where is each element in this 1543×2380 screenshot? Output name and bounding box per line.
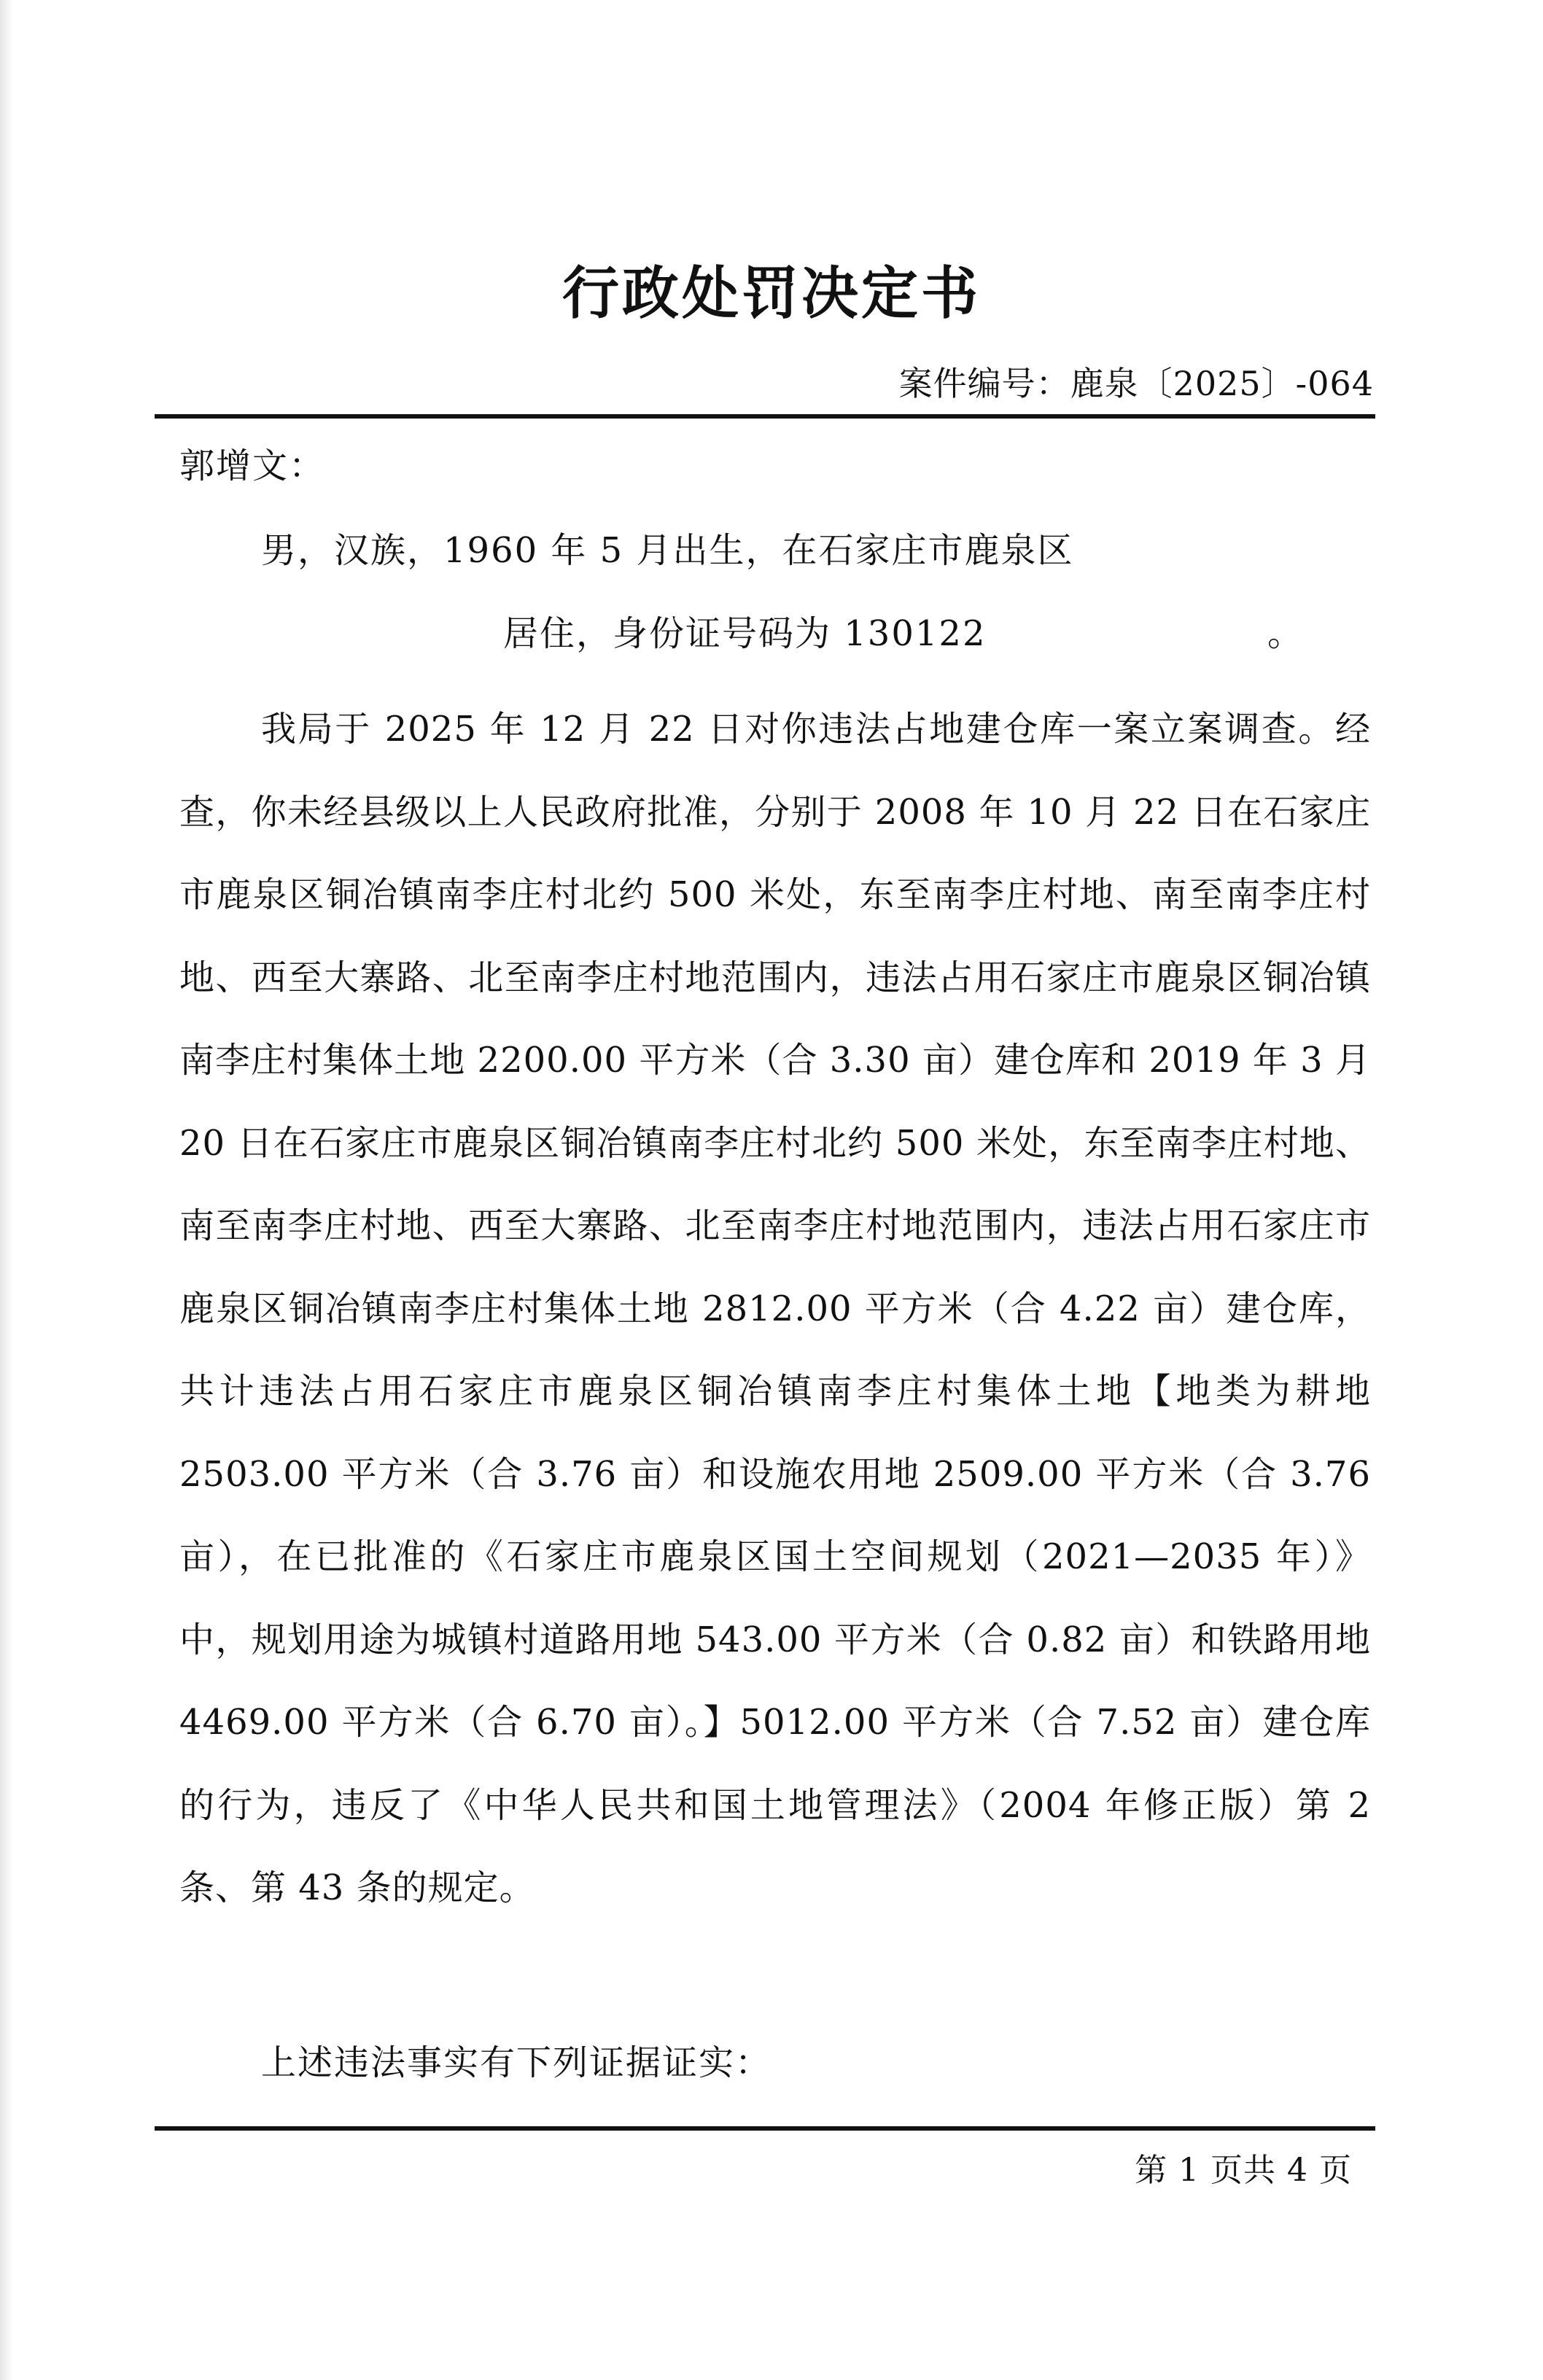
- evidence-intro: 上述违法事实有下列证据证实：: [261, 2042, 772, 2083]
- personal-info-line-2: 居住，身份证号码为 130122: [503, 613, 987, 654]
- document-title: 行政处罚决定书: [561, 260, 981, 327]
- case-facts-paragraph: 我局于 2025 年 12 月 22 日对你违法占地建仓库一案立案调查。经查，你未经县级以上人民政府批准，分别于 2008 年 10 月 22 日在石家庄市鹿泉区铜冶镇南李庄村北约 500 米处，东至南李庄村地、南至南李庄村地、西至大寨路、北至南李庄村地范围内，违法占用石家庄市鹿泉区铜冶镇南李庄村集体土地 2200.00 平方米（合 3.30 亩）建仓库和 2019 年 3 月 20 日在石家庄市鹿泉区铜冶镇南李庄村北约 500 米处，东至南李庄村地、南至南李庄村地、西至大寨路、北至南李庄村地范围内，违法占用石家庄市鹿泉区铜冶镇南李庄村集体土地 2812.00 平方米（合 4.22 亩）建仓库，共计违法占用石家庄市鹿泉区铜冶镇南李庄村集体土地【地类为耕地 2503.00 平方米（合 3.76 亩）和设施农用地 2509.00 平方米（合 3.76 亩），在已批准的《石家庄市鹿泉区国土空间规划（2021—2035 年）》中，规划用途为城镇村道路用地 543.00 平方米（合 0.82 亩）和铁路用地 4469.00 平方米（合 6.70 亩）。】5012.00 平方米（合 7.52 亩）建仓库的行为，违反了《中华人民共和国土地管理法》（2004 年修正版）第 2 条、第 43 条的规定。: [179, 709, 1371, 1908]
- page-number: 第 1 页共 4 页: [1135, 2152, 1352, 2189]
- scan-edge-shadow: [0, 0, 13, 2380]
- addressee: 郭增文：: [179, 446, 326, 486]
- personal-info-line-2-end: 。: [1267, 613, 1303, 654]
- body-text: [179, 688, 1371, 1930]
- footer-rule: [155, 2126, 1375, 2131]
- personal-info-line-1: 男，汉族，1960 年 5 月出生，在石家庄市鹿泉区: [261, 530, 1074, 571]
- case-number: 案件编号：鹿泉〔2025〕-064: [898, 364, 1374, 403]
- header-rule: [155, 414, 1375, 419]
